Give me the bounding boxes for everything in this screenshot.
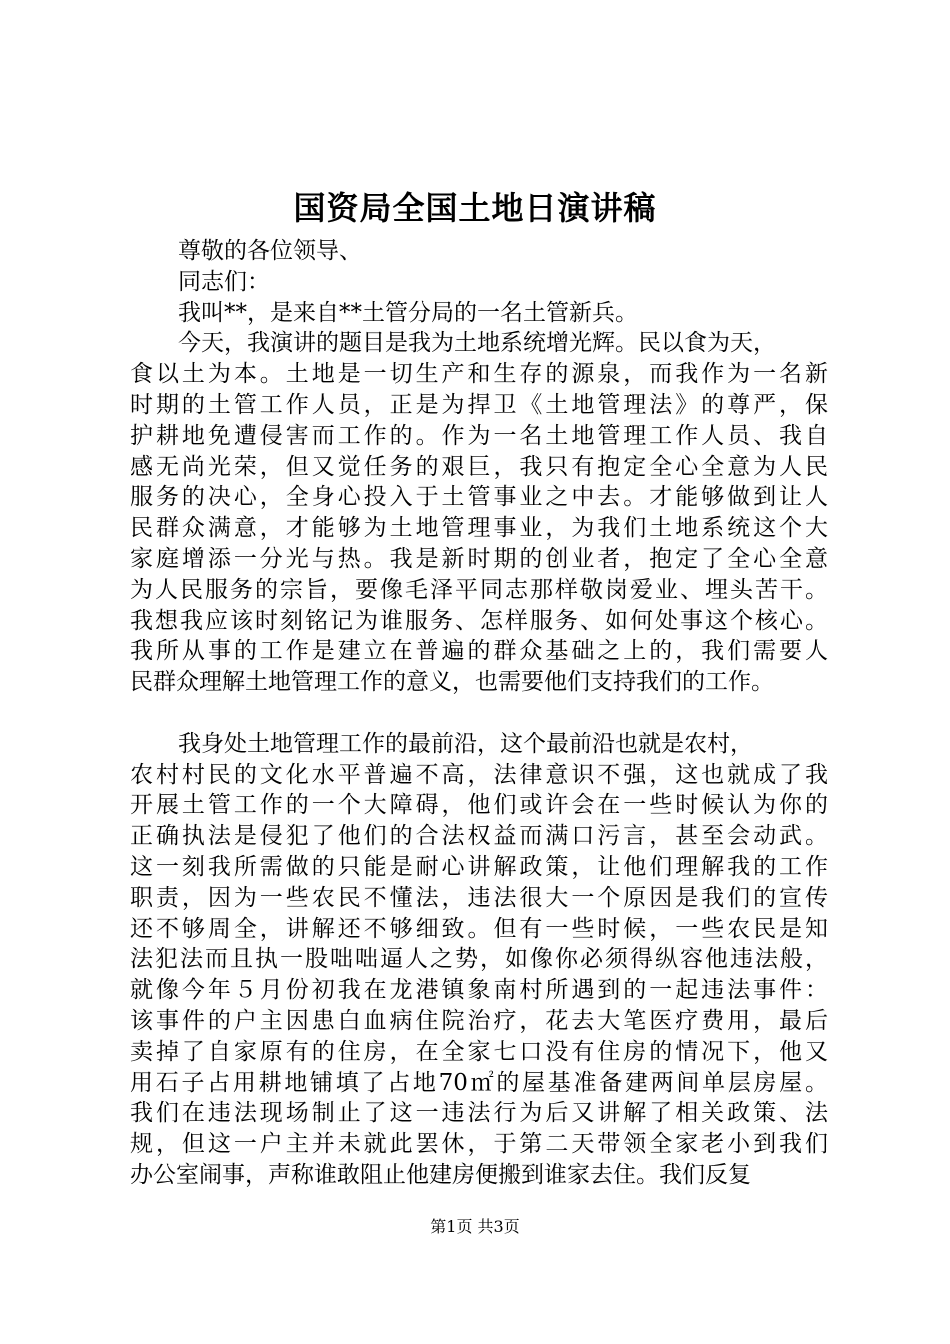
paragraph-line: 还不够周全，讲解还不够细致。但有一些时候，一些农民是知 [130, 915, 828, 942]
paragraph-line: 职责，因为一些农民不懂法，违法很大一个原因是我们的宣传 [130, 884, 828, 911]
paragraph-line: 开展土管工作的一个大障碍，他们或许会在一些时候认为你的 [130, 792, 828, 819]
paragraph-line: 正确执法是侵犯了他们的合法权益而满口污言，甚至会动武。 [130, 823, 828, 850]
paragraph-gap [130, 698, 828, 729]
paragraph-line: 该事件的户主因患白血病住院治疗，花去大笔医疗费用，最后 [130, 1007, 828, 1034]
paragraph-line: 我叫**，是来自**土管分局的一名土管新兵。 [178, 299, 638, 326]
document-body [130, 236, 828, 1191]
paragraph-line: 今天，我演讲的题目是我为土地系统增光辉。民以食为天， [178, 330, 776, 357]
paragraph-line: 护耕地免遭侵害而工作的。作为一名土地管理工作人员、我自 [130, 422, 828, 449]
paragraph-line: 尊敬的各位领导、 [178, 238, 362, 264]
paragraph-line: 这一刻我所需做的只能是耐心讲解政策，让他们理解我的工作 [130, 853, 828, 880]
paragraph-line: 民群众满意，才能够为土地管理事业，为我们土地系统这个大 [130, 515, 828, 542]
paragraph-line: 法犯法而且执一股咄咄逼人之势，如像你必须得纵容他违法般， [130, 946, 828, 973]
paragraph-line: 办公室闹事，声称谁敢阻止他建房便搬到谁家去住。我们反复 [130, 1161, 751, 1188]
paragraph-line: 我想我应该时刻铭记为谁服务、怎样服务、如何处事这个核心。 [130, 607, 828, 634]
paragraph-line: 就像今年５月份初我在龙港镇象南村所遇到的一起违法事件： [130, 977, 828, 1004]
paragraph-line: 家庭增添一分光与热。我是新时期的创业者，抱定了全心全意 [130, 545, 828, 572]
paragraph-line: 民群众理解土地管理工作的意义，也需要他们支持我们的工作。 [130, 669, 774, 696]
paragraph-line: 同志们： [178, 268, 270, 295]
paragraph-line: 时期的土管工作人员，正是为捍卫《土地管理法》的尊严，保 [130, 391, 828, 418]
paragraph-line: 感无尚光荣，但又觉任务的艰巨，我只有抱定全心全意为人民 [130, 453, 828, 480]
page-footer: 第1页 共3页 [430, 1217, 520, 1236]
paragraph-line: 为人民服务的宗旨，要像毛泽平同志那样敬岗爱业、埋头苦干。 [130, 576, 828, 603]
paragraph-line: 食以土为本。土地是一切生产和生存的源泉，而我作为一名新 [130, 361, 828, 388]
paragraph-line: 用石子占用耕地铺填了占地70㎡的屋基准备建两间单层房屋。 [130, 1069, 828, 1096]
paragraph-line: 规，但这一户主并未就此罢休，于第二天带领全家老小到我们 [130, 1131, 828, 1158]
paragraph-line: 农村村民的文化水平普遍不高，法律意识不强，这也就成了我 [130, 761, 828, 788]
paragraph-line: 我所从事的工作是建立在普遍的群众基础之上的，我们需要人 [130, 638, 828, 665]
paragraph-line: 我们在违法现场制止了这一违法行为后又讲解了相关政策、法 [130, 1100, 828, 1127]
paragraph-line: 服务的决心，全身心投入于土管事业之中去。才能够做到让人 [130, 484, 828, 511]
paragraph-line: 卖掉了自家原有的住房，在全家七口没有住房的情况下，他又 [130, 1038, 828, 1065]
paragraph-line: 我身处土地管理工作的最前沿，这个最前沿也就是农村， [178, 730, 753, 757]
document-title: 国资局全国土地日演讲稿 [293, 189, 657, 227]
